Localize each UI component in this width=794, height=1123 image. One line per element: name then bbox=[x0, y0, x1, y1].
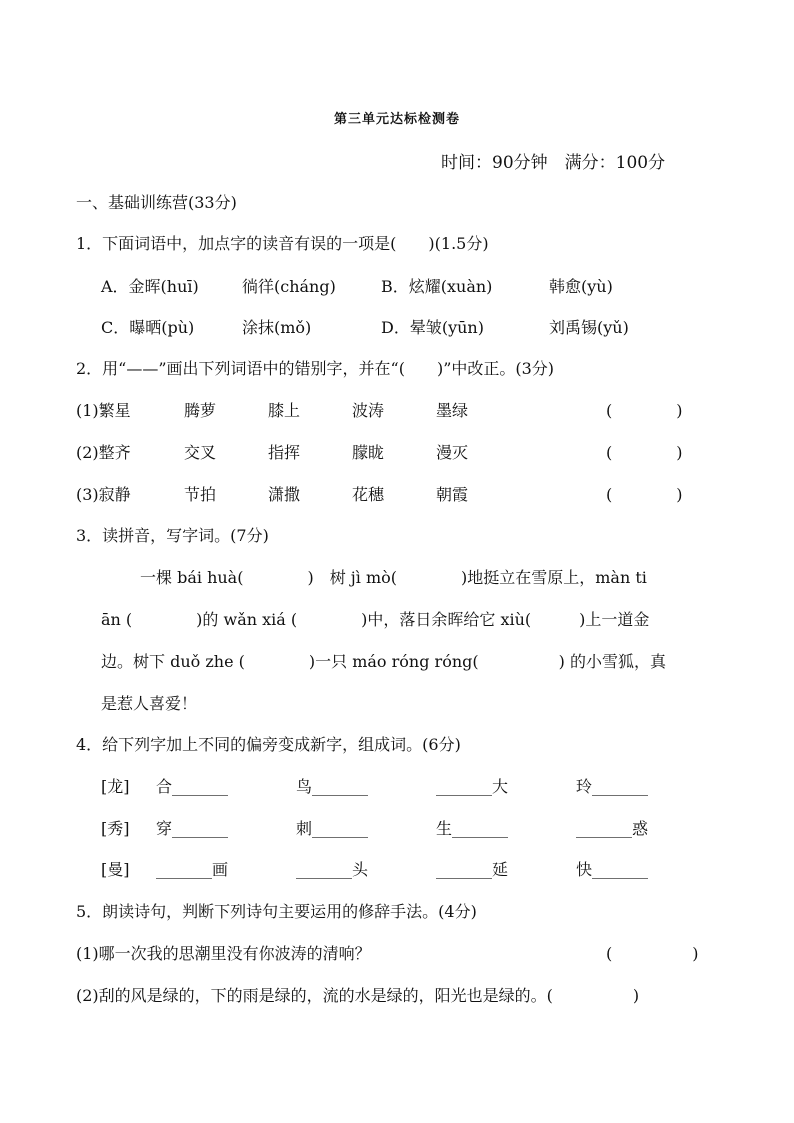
word: 潇撒 bbox=[268, 485, 301, 504]
answer-blank[interactable]: ( ) bbox=[606, 401, 683, 420]
fill-item[interactable]: _______延 bbox=[436, 860, 509, 879]
fill-item[interactable]: 穿_______ bbox=[156, 819, 229, 838]
option-c-word-2: 涂抹(mǒ) bbox=[242, 318, 312, 337]
fill-item[interactable]: 合_______ bbox=[156, 777, 229, 796]
word: 交叉 bbox=[184, 443, 217, 462]
base-char: [曼] bbox=[101, 860, 130, 879]
fill-item[interactable]: 鸟_______ bbox=[296, 777, 369, 796]
option-c: C．曝晒(pù) bbox=[101, 318, 195, 337]
word: 墨绿 bbox=[436, 401, 469, 420]
base-char: [龙] bbox=[101, 777, 130, 796]
poem-line: (2)刮的风是绿的，下的雨是绿的，流的水是绿的，阳光也是绿的。( ) bbox=[76, 986, 640, 1005]
exam-meta: 时间：90分钟 满分：100分 bbox=[441, 153, 666, 173]
word: 朝霞 bbox=[436, 485, 469, 504]
word: 腾萝 bbox=[184, 401, 217, 420]
fill-item[interactable]: _______惑 bbox=[576, 819, 649, 838]
answer-blank[interactable]: ( ) bbox=[606, 944, 699, 963]
fill-item[interactable]: 玲_______ bbox=[576, 777, 649, 796]
fill-item[interactable]: _______头 bbox=[296, 860, 369, 879]
passage-line: 是惹人喜爱！ bbox=[101, 694, 198, 713]
word: (1)繁星 bbox=[76, 401, 131, 420]
fill-item[interactable]: 刺_______ bbox=[296, 819, 369, 838]
option-a-word-2: 徜徉(cháng) bbox=[242, 277, 336, 296]
fill-item[interactable]: 快_______ bbox=[576, 860, 649, 879]
answer-blank[interactable]: ( ) bbox=[606, 485, 683, 504]
word: 膝上 bbox=[268, 401, 301, 420]
question-5-stem: 5．朗读诗句，判断下列诗句主要运用的修辞手法。(4分) bbox=[76, 902, 477, 921]
question-1-stem: 1．下面词语中，加点字的读音有误的一项是( )(1.5分) bbox=[76, 234, 489, 253]
option-b-word-2: 韩愈(yù) bbox=[549, 277, 613, 296]
page-title: 第三单元达标检测卷 bbox=[333, 112, 460, 127]
passage-line: 边。树下 duǒ zhe ( )一只 máo róng róng( ) 的小雪狐，真 bbox=[101, 652, 666, 671]
fill-item[interactable]: 生_______ bbox=[436, 819, 509, 838]
word: 花穗 bbox=[352, 485, 385, 504]
fill-item[interactable]: _______画 bbox=[156, 860, 229, 879]
passage-line: ān ( )的 wǎn xiá ( )中，落日余晖给它 xiù( )上一道金 bbox=[101, 610, 650, 629]
passage-line: 一棵 bái huà( ) 树 jì mò( )地挺立在雪原上，màn ti bbox=[140, 568, 647, 587]
option-d-word-2: 刘禹锡(yǔ) bbox=[549, 318, 629, 337]
question-2-stem: 2．用“——”画出下列词语中的错别字，并在“( )”中改正。(3分) bbox=[76, 359, 555, 378]
word: 节拍 bbox=[184, 485, 217, 504]
question-3-stem: 3．读拼音，写字词。(7分) bbox=[76, 526, 269, 545]
word: (3)寂静 bbox=[76, 485, 131, 504]
base-char: [秀] bbox=[101, 819, 130, 838]
option-d: D．晕皱(yūn) bbox=[381, 318, 484, 337]
fill-item[interactable]: _______大 bbox=[436, 777, 509, 796]
word: 波涛 bbox=[352, 401, 385, 420]
word: 指挥 bbox=[268, 443, 301, 462]
word: 朦眬 bbox=[352, 443, 385, 462]
word: (2)整齐 bbox=[76, 443, 131, 462]
word: 漫灭 bbox=[436, 443, 469, 462]
question-4-stem: 4．给下列字加上不同的偏旁变成新字，组成词。(6分) bbox=[76, 735, 461, 754]
answer-blank[interactable]: ( ) bbox=[606, 443, 683, 462]
option-b: B．炫耀(xuàn) bbox=[381, 277, 493, 296]
section-heading: 一、基础训练营(33分) bbox=[76, 193, 237, 212]
option-a: A．金晖(huī) bbox=[101, 277, 199, 296]
poem-line: (1)哪一次我的思潮里没有你波涛的清响？ bbox=[76, 944, 371, 963]
